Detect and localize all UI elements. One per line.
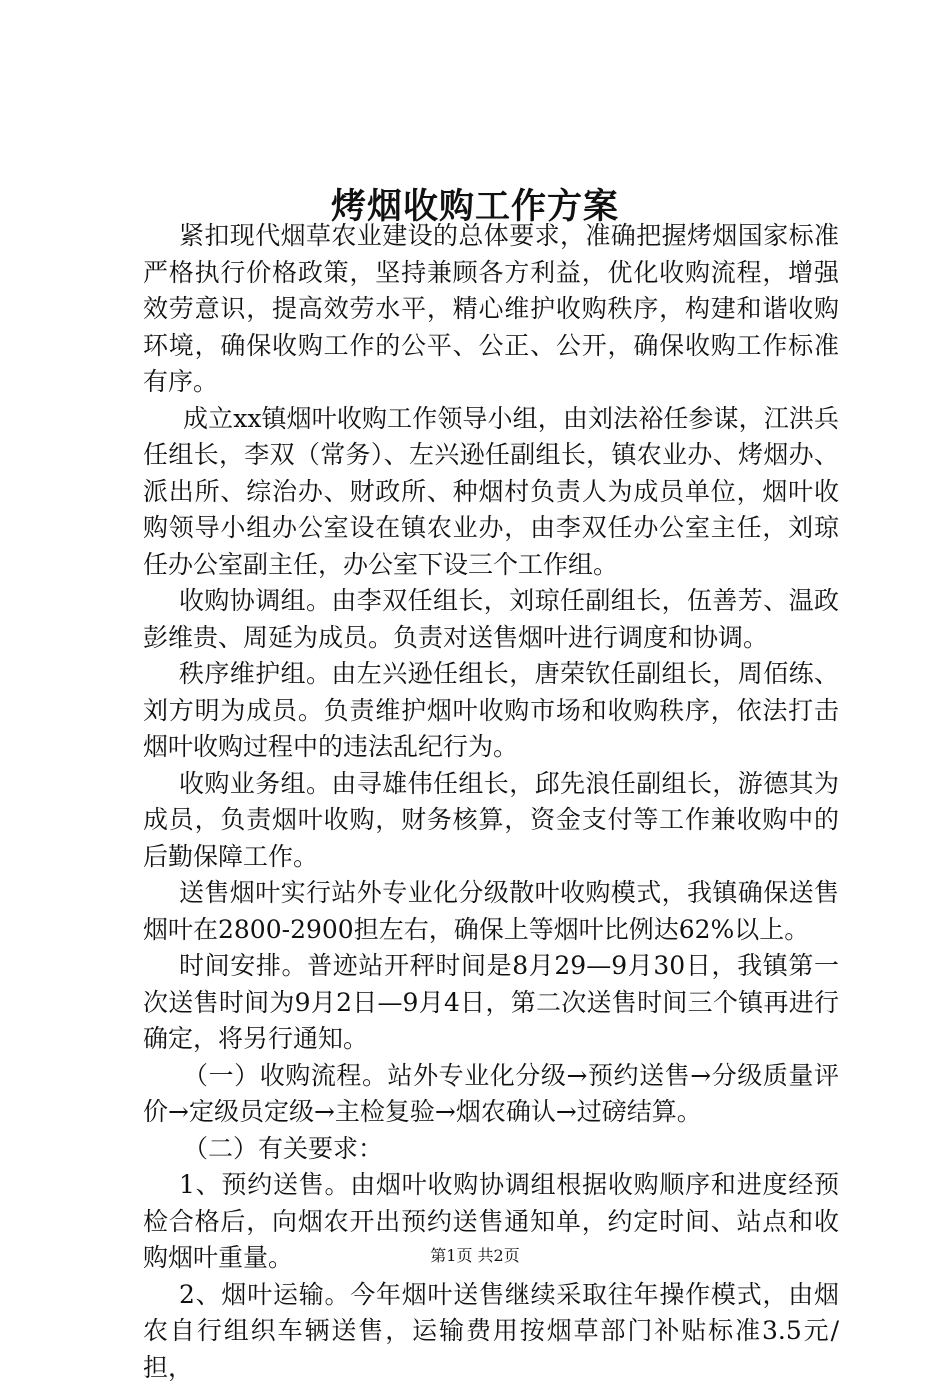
- paragraph-coordination-group: 收购协调组。由李双任组长，刘琼任副组长，伍善芳、温政彭维贵、周延为成员。负责对送售烟叶进行调度和协调。: [143, 583, 839, 656]
- paragraph-appointment: 1、预约送售。由烟叶收购协调组根据收购顺序和进度经预检合格后，向烟农开出预约送售通知单，约定时间、站点和收购烟叶重量。: [143, 1167, 839, 1277]
- page-number: 第1页 共2页: [0, 1245, 950, 1267]
- paragraph-business-group: 收购业务组。由寻雄伟任组长，邱先浪任副组长，游德其为成员，负责烟叶收购，财务核算，资金支付等工作兼收购中的后勤保障工作。: [143, 766, 839, 876]
- paragraph-sales-mode: 送售烟叶实行站外专业化分级散叶收购模式，我镇确保送售烟叶在2800-2900担左右，确保上等烟叶比例达62%以上。: [143, 875, 839, 948]
- paragraph-requirements-heading: （二）有关要求：: [143, 1131, 839, 1168]
- paragraph-intro: 紧扣现代烟草农业建设的总体要求，准确把握烤烟国家标准严格执行价格政策，坚持兼顾各方利益，优化收购流程，增强效劳意识，提高效劳水平，精心维护收购秩序，构建和谐收购环境，确保收购工作的公平、公正、公开，确保收购工作标准有序。: [143, 218, 839, 401]
- paragraph-order-group: 秩序维护组。由左兴逊任组长，唐荣钦任副组长，周佰练、刘方明为成员。负责维护烟叶收购市场和收购秩序，依法打击烟叶收购过程中的违法乱纪行为。: [143, 656, 839, 766]
- paragraph-transport: 2、烟叶运输。今年烟叶送售继续采取往年操作模式，由烟农自行组织车辆送售，运输费用按烟草部门补贴标准3.5元/担，: [143, 1277, 839, 1386]
- paragraph-process: （一）收购流程。站外专业化分级→预约送售→分级质量评价→定级员定级→主检复验→烟农确认→过磅结算。: [143, 1058, 839, 1131]
- paragraph-leadership-group: 成立xx镇烟叶收购工作领导小组，由刘法裕任参谋，江洪兵任组长，李双（常务）、左兴逊任副组长，镇农业办、烤烟办、派出所、综治办、财政所、种烟村负责人为成员单位，烟叶收购领导小组办公室设在镇农业办，由李双任办公室主任，刘琼任办公室副主任，办公室下设三个工作组。: [143, 401, 839, 584]
- document-body: [143, 218, 839, 1386]
- page-title: 烤烟收购工作方案: [0, 183, 950, 231]
- paragraph-schedule: 时间安排。普迹站开秤时间是8月29—9月30日，我镇第一次送售时间为9月2日—9月4日，第二次送售时间三个镇再进行确定，将另行通知。: [143, 948, 839, 1058]
